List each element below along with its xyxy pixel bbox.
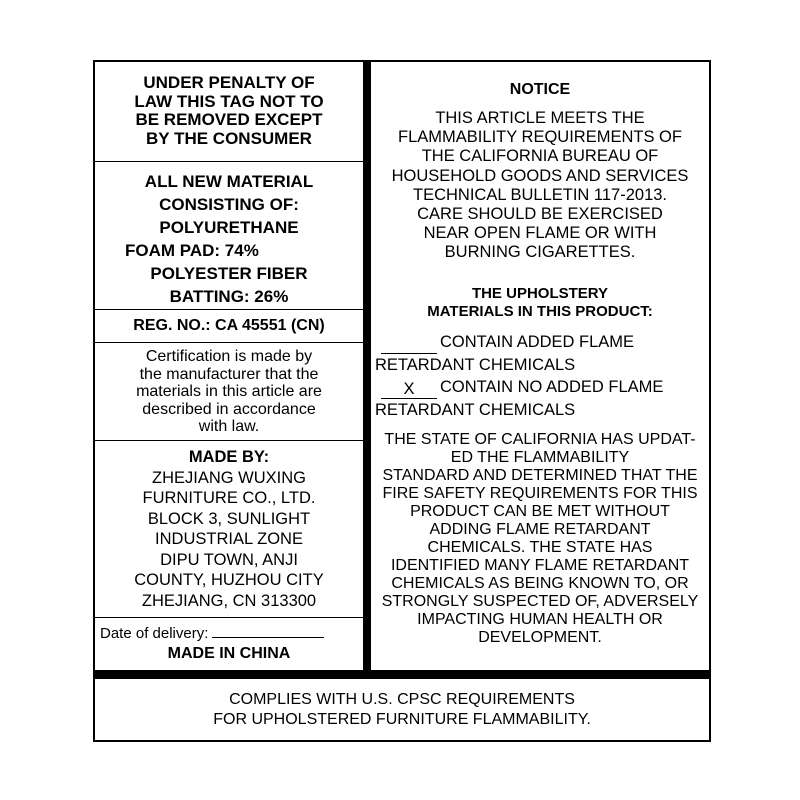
- address-line: ZHEJIANG WUXING: [151, 468, 306, 487]
- address-line: INDUSTRIAL ZONE: [155, 530, 303, 548]
- upholstery-line: THE UPHOLSTERY: [471, 285, 609, 302]
- left-column: [95, 62, 363, 670]
- address-line: ZHEJIANG, CN 313300: [141, 591, 317, 610]
- made-in-text: MADE IN CHINA: [167, 645, 291, 662]
- state-line: PRODUCT CAN BE MET WITHOUT: [410, 503, 670, 520]
- registration-number: [95, 310, 363, 343]
- notice-line: HOUSEHOLD GOODS AND SERVICES: [391, 166, 689, 185]
- material-item-line: POLYESTER FIBER: [150, 264, 308, 283]
- option-added-row: [375, 331, 709, 354]
- option-none-checkbox[interactable]: X: [381, 380, 437, 399]
- penalty-section: [95, 62, 363, 162]
- material-item-line: BATTING: 26%: [169, 287, 289, 306]
- certification-line: the manufacturer that the: [139, 365, 319, 383]
- certification-line: described in accordance: [142, 400, 316, 418]
- upholstery-line: MATERIALS IN THIS PRODUCT:: [427, 303, 653, 320]
- footer-line: FOR UPHOLSTERED FURNITURE FLAMMABILITY.: [213, 710, 591, 728]
- notice-line: THE CALIFORNIA BUREAU OF: [421, 147, 659, 166]
- materials-heading-line: ALL NEW MATERIAL: [144, 172, 314, 191]
- law-tag-label: [93, 60, 711, 742]
- state-line: STANDARD AND DETERMINED THAT THE: [382, 467, 698, 484]
- notice-title: NOTICE: [509, 81, 571, 98]
- footer-line: COMPLIES WITH U.S. CPSC REQUIREMENTS: [229, 690, 575, 708]
- vertical-divider: [363, 62, 371, 672]
- option-none-text: CONTAIN NO ADDED FLAME: [440, 378, 664, 396]
- state-line: CHEMICALS AS BEING KNOWN TO, OR: [391, 575, 689, 592]
- notice-line: BURNING CIGARETTES.: [444, 243, 636, 262]
- option-added-text: CONTAIN ADDED FLAME: [440, 333, 635, 351]
- state-line: THE STATE OF CALIFORNIA HAS UPDAT-: [384, 431, 696, 448]
- state-line: ED THE FLAMMABILITY: [450, 449, 630, 466]
- state-line: IMPACTING HUMAN HEALTH OR: [417, 611, 663, 628]
- option-none-row: [375, 376, 709, 399]
- address-line: FURNITURE CO., LTD.: [142, 489, 316, 507]
- penalty-line: BE REMOVED EXCEPT: [135, 110, 323, 129]
- date-of-delivery-blank: [212, 623, 324, 638]
- notice-text: [371, 109, 709, 263]
- state-statement: [371, 431, 709, 647]
- state-line: CHEMICALS. THE STATE HAS: [427, 539, 653, 556]
- horizontal-divider: [95, 670, 709, 679]
- notice-line: TECHNICAL BULLETIN 117-2013.: [412, 185, 668, 204]
- option-added-checkbox[interactable]: [381, 335, 437, 354]
- address-line: DIPU TOWN, ANJI: [160, 550, 298, 569]
- upholstery-heading: [371, 285, 709, 321]
- option-added-continuation: RETARDANT CHEMICALS: [375, 355, 576, 374]
- certification-section: [95, 343, 363, 441]
- footer-compliance: [95, 679, 709, 740]
- penalty-line: UNDER PENALTY OF: [143, 73, 315, 92]
- right-column: [371, 62, 709, 670]
- state-line: FIRE SAFETY REQUIREMENTS FOR THIS: [382, 485, 698, 502]
- state-line: IDENTIFIED MANY FLAME RETARDANT: [390, 557, 690, 574]
- state-line: STRONGLY SUSPECTED OF, ADVERSELY: [381, 593, 699, 610]
- delivery-origin-section: [95, 618, 363, 670]
- state-line: ADDING FLAME RETARDANT: [429, 521, 651, 538]
- penalty-line: LAW THIS TAG NOT TO: [134, 91, 324, 111]
- notice-line: FLAMMABILITY REQUIREMENTS OF: [398, 128, 682, 147]
- materials-heading-line: CONSISTING OF:: [159, 195, 299, 214]
- address-line: COUNTY, HUZHOU CITY: [134, 571, 324, 589]
- penalty-line: BY THE CONSUMER: [146, 128, 312, 148]
- date-of-delivery-row: [95, 623, 363, 644]
- certification-line: materials in this article are: [136, 383, 322, 400]
- material-item-line: FOAM PAD: 74%: [125, 241, 259, 260]
- address-line: BLOCK 3, SUNLIGHT: [147, 509, 311, 528]
- notice-line: CARE SHOULD BE EXERCISED: [417, 205, 663, 224]
- certification-line: Certification is made by: [145, 348, 313, 365]
- date-of-delivery-label: Date of delivery:: [100, 625, 209, 642]
- made-by-heading: MADE BY:: [188, 448, 270, 466]
- chemical-options: [375, 331, 709, 421]
- notice-line: NEAR OPEN FLAME OR WITH: [423, 224, 657, 243]
- material-item-line: POLYURETHANE: [159, 218, 299, 237]
- notice-line: THIS ARTICLE MEETS THE: [435, 109, 645, 127]
- option-none-continuation: RETARDANT CHEMICALS: [375, 400, 576, 419]
- reg-no-text: REG. NO.: CA 45551 (CN): [133, 317, 325, 334]
- manufacturer-section: [95, 441, 363, 618]
- materials-section: [95, 162, 363, 310]
- certification-line: with law.: [198, 418, 260, 435]
- state-line: DEVELOPMENT.: [478, 629, 602, 646]
